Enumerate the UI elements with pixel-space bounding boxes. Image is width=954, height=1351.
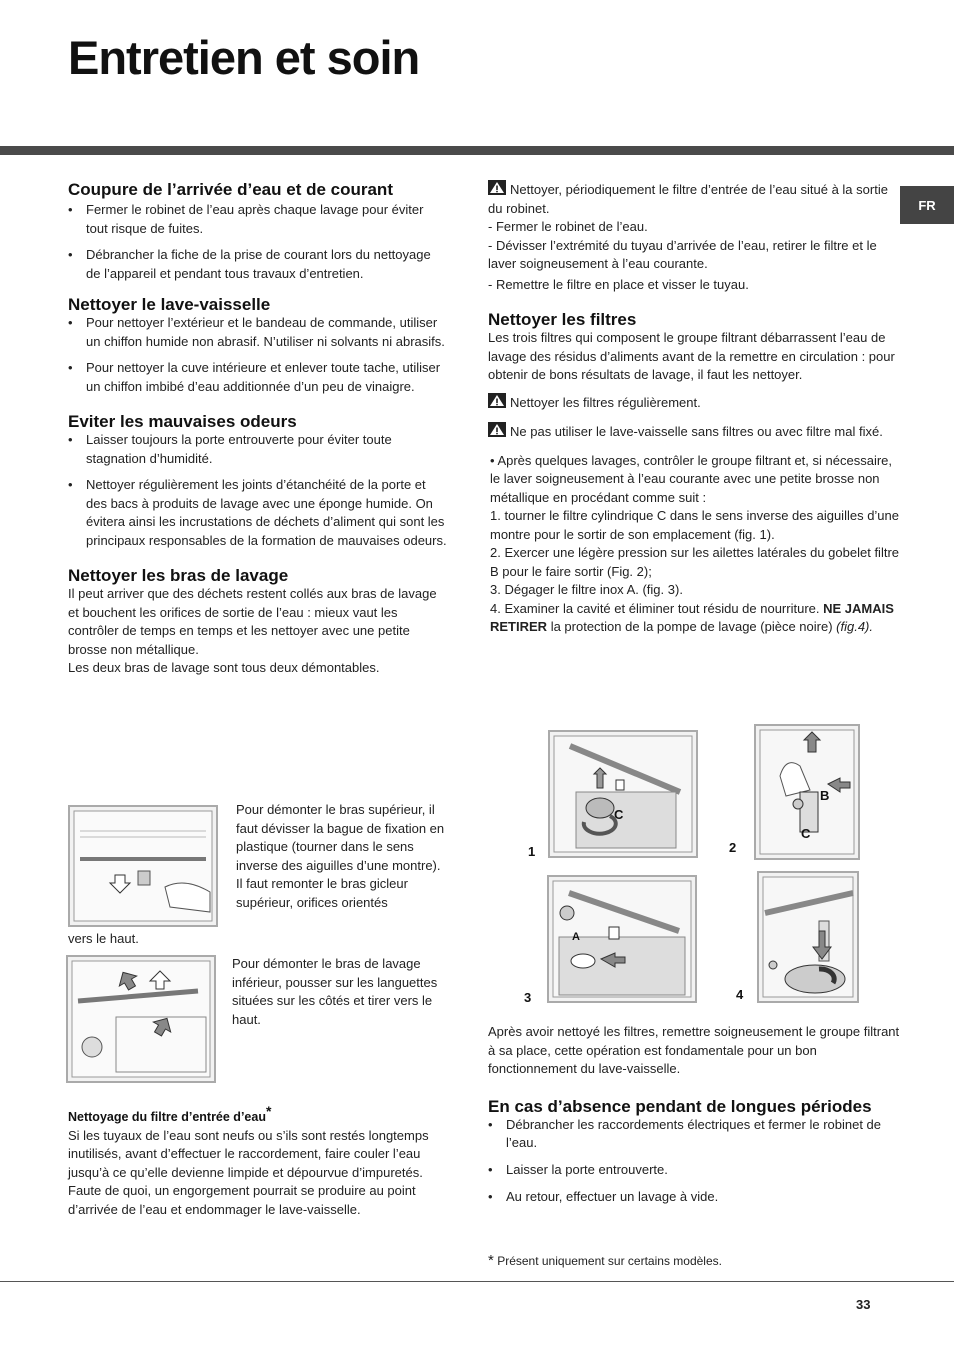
arms-text-2: Les deux bras de lavage sont tous deux démontables. [68, 660, 380, 675]
footer-divider [0, 1281, 954, 1282]
upper-arm-text: Pour démonter le bras supérieur, il faut dévisser la bague de fixation en plastique (tourner dans le sens inverse des aiguilles d’une montre). Il faut remonter le bras gicleur supérieur, orifices orientés [236, 802, 445, 910]
upper-arm-drawing [70, 807, 216, 925]
list-item: • Fermer le robinet de l’eau après chaque lavage pour éviter tout risque de fuites. [68, 201, 448, 238]
step: - Dévisser l’extrémité du tuyau d’arrivée de l’eau, retirer le filtre et le laver soigneusement à l’eau courante. [488, 237, 877, 271]
procedure-step-3: 3. Dégager le filtre inox A. (fig. 3). [490, 582, 683, 597]
warning-icon [488, 393, 506, 408]
section-title-water-power: Coupure de l’arrivée d’eau et de courant [68, 180, 393, 199]
header-divider [0, 146, 954, 155]
footnote-marker: * [265, 1103, 272, 1119]
arms-text: Il peut arriver que des déchets restent collés aux bras de lavage et bouchent les orifices de sortie de l’eau : mieux vaut les contrôler de temps en temps et les nettoyer avec une petite brosse non métallique. [68, 586, 437, 657]
procedure-intro: • Après quelques lavages, contrôler le groupe filtrant et, si nécessaire, le laver soigneusement à l’eau courante avec une petite brosse non métallique en procédant comme suit : [490, 452, 892, 505]
figure-label: 3 [524, 990, 532, 1005]
figure-1-drawing [550, 732, 696, 856]
section-title-inlet-filter: Nettoyage du filtre d’entrée d’eau* [68, 1103, 272, 1125]
warning-icon [488, 422, 506, 437]
lower-arm-illustration [66, 955, 216, 1083]
figure-label: 4 [736, 987, 744, 1002]
page-title: Entretien et soin [68, 31, 420, 84]
section-title-filters: Nettoyer les filtres [488, 310, 637, 329]
after-cleaning-text: Après avoir nettoyé les filtres, remettre soigneusement le groupe filtrant à sa place, cette opération est fondamentale pour un bon fonctionnement du lave-vaisselle. [488, 1024, 900, 1076]
right-column [488, 180, 900, 637]
warning-icon [488, 180, 506, 195]
procedure-step-2: 2. Exercer une légère pression sur les ailettes latérales du gobelet filtre B pour le faire sortir (Fig. 2); [490, 545, 899, 579]
step: - Fermer le robinet de l’eau. [488, 219, 648, 234]
after-cleaning-section [488, 1023, 900, 1207]
lower-arm-text: Pour démonter le bras de lavage inférieur, pousser sur les languettes situées sur les côtés et tirer vers le haut. [232, 956, 438, 1027]
warning-clean-filters: Nettoyer les filtres régulièrement. [488, 393, 900, 413]
lower-arm-drawing [68, 957, 214, 1081]
list-item: • Débrancher la fiche de la prise de courant lors du nettoyage de l’appareil et pendant tous travaux d’entretien. [68, 246, 448, 283]
upper-arm-text-cont: vers le haut. [68, 931, 139, 946]
figure-3-drawing [549, 877, 695, 1001]
figure-letter: B [820, 788, 830, 803]
warning-no-filters: Ne pas utiliser le lave-vaisselle sans filtres ou avec filtre mal fixé. [488, 422, 900, 442]
procedure-step-1: 1. tourner le filtre cylindrique C dans le sens inverse des aiguilles d’une montre pour le sortir de son emplacement (fig. 1). [490, 508, 899, 542]
figure-label: 1 [528, 844, 536, 859]
filters-text: Les trois filtres qui composent le groupe filtrant débarrassent l’eau de lavage des résidus d’aliments avant de la remettre en circulation : pour obtenir de bons résultats de lavage, il faut les nettoyer. [488, 330, 895, 382]
list-item: • Débrancher les raccordements électriques et fermer le robinet de l’eau. [488, 1116, 900, 1153]
figure-3 [547, 875, 697, 1003]
figure-letter: A [572, 931, 580, 943]
list-item: • Laisser toujours la porte entrouverte pour éviter toute stagnation d’humidité. [68, 431, 448, 468]
upper-arm-illustration [68, 805, 218, 927]
footnote-marker: * [488, 1252, 494, 1269]
language-tab: FR [900, 186, 954, 224]
left-column [68, 180, 448, 678]
list-item: • Nettoyer régulièrement les joints d’étanchéité de la porte et des bacs à produits de lavage avec une éponge humide. On évitera ainsi les incrustations de déchets d’aliment qui sont les principaux responsables de la formation de mauvaises odeurs. [68, 476, 448, 550]
list-item: • Pour nettoyer la cuve intérieure et enlever toute tache, utiliser un chiffon imbibé d’eau additionnée d’un peu de vinaigre. [68, 359, 448, 396]
figure-1 [548, 730, 698, 858]
step: - Remettre le filtre en place et visser le tuyau. [488, 276, 749, 292]
page-number: 33 [856, 1297, 871, 1312]
figure-letter: C [614, 807, 624, 822]
figure-label: 2 [729, 840, 737, 855]
figure-4-drawing [759, 873, 857, 1001]
procedure-step-4: 4. Examiner la cavité et éliminer tout résidu de nourriture. NE JAMAIS RETIRER la protection de la pompe de lavage (pièce noire) (fig.4). [490, 600, 894, 634]
figure-letter: C [801, 826, 811, 841]
inlet-filter-text: Si les tuyaux de l’eau sont neufs ou s’ils sont restés longtemps inutilisés, avant d’effectuer le raccordement, faire couler l’eau jusqu’à ce qu’elle devienne limpide et dépourvue d’impuretés. Faute de quoi, un engorgement pourrait se produire au point d’arrivée de l’eau et endommager le lave-vaisselle. [68, 1127, 429, 1217]
section-title-arms: Nettoyer les bras de lavage [68, 566, 289, 585]
footnote: * Présent uniquement sur certains modèles. [488, 1252, 722, 1269]
list-item: • Pour nettoyer l’extérieur et le bandeau de commande, utiliser un chiffon humide non abrasif. N’utiliser ni solvants ni abrasifs. [68, 314, 448, 351]
filter-procedure [488, 452, 900, 637]
figure-4 [757, 871, 859, 1003]
warning-inlet-filter: Nettoyer, périodiquement le filtre d’entrée de l’eau situé à la sortie du robinet. [488, 182, 888, 216]
section-title-absence: En cas d’absence pendant de longues périodes [488, 1096, 872, 1116]
list-item: • Laisser la porte entrouverte. [488, 1161, 900, 1180]
list-item: • Au retour, effectuer un lavage à vide. [488, 1188, 900, 1207]
section-title-clean: Nettoyer le lave-vaisselle [68, 295, 271, 314]
inlet-filter-section [68, 1102, 448, 1219]
section-title-odors: Eviter les mauvaises odeurs [68, 412, 297, 431]
